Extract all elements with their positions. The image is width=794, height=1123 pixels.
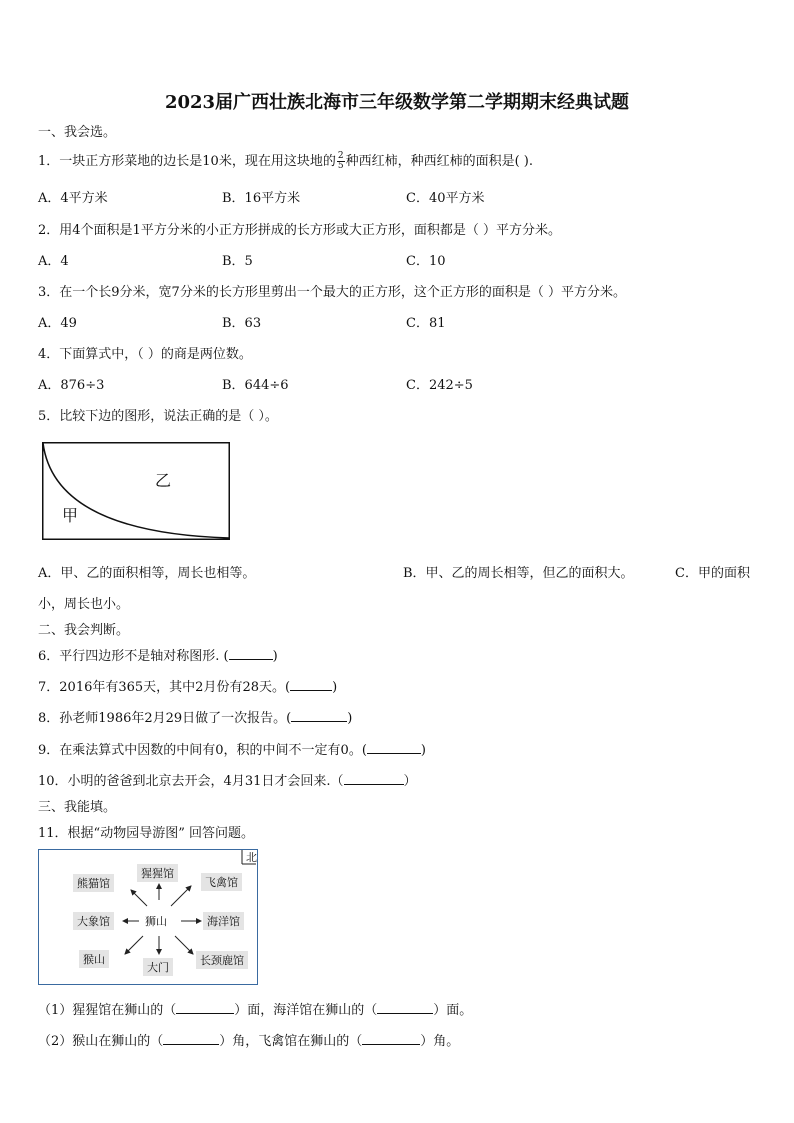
question-9 <box>38 739 426 758</box>
answer-blank[interactable] <box>344 772 404 785</box>
bracket-close: ) <box>420 743 426 758</box>
q5-option-b[interactable]: B．甲、乙的周长相等，但乙的面积大。 <box>403 566 634 581</box>
ocean-house-label: 海洋馆 <box>203 912 244 930</box>
fraction-denominator: 5 <box>337 161 344 171</box>
question-10 <box>38 770 417 789</box>
bracket-close: ) <box>332 680 338 695</box>
elephant-house-label: 大象馆 <box>73 912 114 930</box>
section-heading-3: 三、我能填。 <box>38 800 117 815</box>
bracket-close: ) <box>347 711 353 726</box>
fraction-numerator: 2 <box>337 151 344 161</box>
answer-blank[interactable] <box>291 709 347 722</box>
arrow-northwest <box>131 890 147 906</box>
label-jia: 甲 <box>62 506 79 525</box>
orangutan-house-label: 猩猩馆 <box>137 864 178 882</box>
question-9-text: 9．在乘法算式中因数的中间有0，积的中间不一定有0。( <box>38 743 367 758</box>
q4-option-b[interactable]: B．644÷6 <box>222 378 289 393</box>
answer-blank[interactable] <box>290 678 332 691</box>
q4-option-c[interactable]: C．242÷5 <box>406 378 473 393</box>
giraffe-house-label: 长颈鹿馆 <box>196 951 248 969</box>
q4-option-a[interactable]: A．876÷3 <box>38 378 105 393</box>
question-8-text: 8．孙老师1986年2月29日做了一次报告。( <box>38 711 292 726</box>
question-2: 2．用4个面积是1平方分米的小正方形拼成的长方形或大正方形，面积都是（ ）平方分米。 <box>38 223 561 238</box>
question-11: 11．根据“动物园导游图” 回答问题。 <box>38 826 254 841</box>
question-8 <box>38 707 352 726</box>
sub1-text-a: （1）猩猩馆在狮山的（ <box>38 1003 177 1018</box>
sub2-text-a: （2）猴山在狮山的（ <box>38 1034 164 1049</box>
q3-option-a[interactable]: A．49 <box>38 316 77 331</box>
shape-diagram <box>42 442 230 540</box>
lion-hill-label: 狮山 <box>145 915 167 928</box>
question-11-part-2 <box>38 1030 459 1049</box>
north-label: 北 <box>246 851 257 864</box>
sub2-text-c: ）角。 <box>420 1034 460 1049</box>
question-5: 5．比较下边的图形，说法正确的是（ ）。 <box>38 409 278 424</box>
question-7-text: 7．2016年有365天，其中2月份有28天。( <box>38 680 291 695</box>
question-6-text: 6．平行四边形不是轴对称图形. ( <box>38 649 229 664</box>
question-11-part-1 <box>38 999 472 1018</box>
zoo-map <box>38 849 258 985</box>
aviary-label: 飞禽馆 <box>201 873 242 891</box>
q2-option-c[interactable]: C．10 <box>406 254 446 269</box>
panda-house-label: 熊猫馆 <box>73 874 114 892</box>
page-title: 2023届广西壮族北海市三年级数学第二学期期末经典试题 <box>164 92 630 113</box>
sub1-text-b: ）面，海洋馆在狮山的（ <box>234 1003 378 1018</box>
q3-option-b[interactable]: B．63 <box>222 316 262 331</box>
q1-option-a[interactable]: A．4平方米 <box>38 191 108 206</box>
arrow-northeast <box>171 886 191 906</box>
answer-blank[interactable] <box>377 1001 433 1014</box>
arrow-southwest <box>125 936 143 954</box>
question-1 <box>38 150 533 171</box>
q2-option-a[interactable]: A．4 <box>38 254 69 269</box>
answer-blank[interactable] <box>163 1032 219 1045</box>
q5-option-a[interactable]: A．甲、乙的面积相等，周长也相等。 <box>38 566 256 581</box>
q3-option-c[interactable]: C．81 <box>406 316 446 331</box>
gate-label: 大门 <box>143 958 173 976</box>
fraction <box>337 152 345 171</box>
section-heading-1: 一、我会选。 <box>38 125 117 140</box>
question-4: 4．下面算式中，（ ）的商是两位数。 <box>38 347 252 362</box>
label-yi: 乙 <box>155 471 172 490</box>
question-1-text-after: 种西红柿，种西红柿的面积是( ). <box>345 154 533 169</box>
section-heading-2: 二、我会判断。 <box>38 623 130 638</box>
q1-option-b[interactable]: B．16平方米 <box>222 191 301 206</box>
q5-option-c[interactable]: C．甲的面积 <box>675 566 750 581</box>
sub2-text-b: ）角，飞禽馆在狮山的（ <box>219 1034 363 1049</box>
question-3: 3．在一个长9分米，宽7分米的长方形里剪出一个最大的正方形，这个正方形的面积是（ ）平方分米。 <box>38 285 626 300</box>
monkey-hill-label: 猴山 <box>79 950 109 968</box>
answer-blank[interactable] <box>362 1032 420 1045</box>
question-7 <box>38 676 337 695</box>
q2-option-b[interactable]: B．5 <box>222 254 253 269</box>
q1-option-c[interactable]: C．40平方米 <box>406 191 485 206</box>
answer-blank[interactable] <box>176 1001 234 1014</box>
answer-blank[interactable] <box>367 741 421 754</box>
bracket-close: ) <box>272 649 278 664</box>
arrow-southeast <box>175 936 193 954</box>
sub1-text-c: ）面。 <box>433 1003 473 1018</box>
question-1-text-before: 1．一块正方形菜地的边长是10米，现在用这块地的 <box>38 154 336 169</box>
q5-option-c-continued: 小，周长也小。 <box>38 597 130 612</box>
question-6 <box>38 645 278 664</box>
question-10-text: 10．小明的爸爸到北京去开会，4月31日才会回来.（ <box>38 774 344 789</box>
bracket-close: ） <box>403 774 417 789</box>
answer-blank[interactable] <box>229 647 273 660</box>
